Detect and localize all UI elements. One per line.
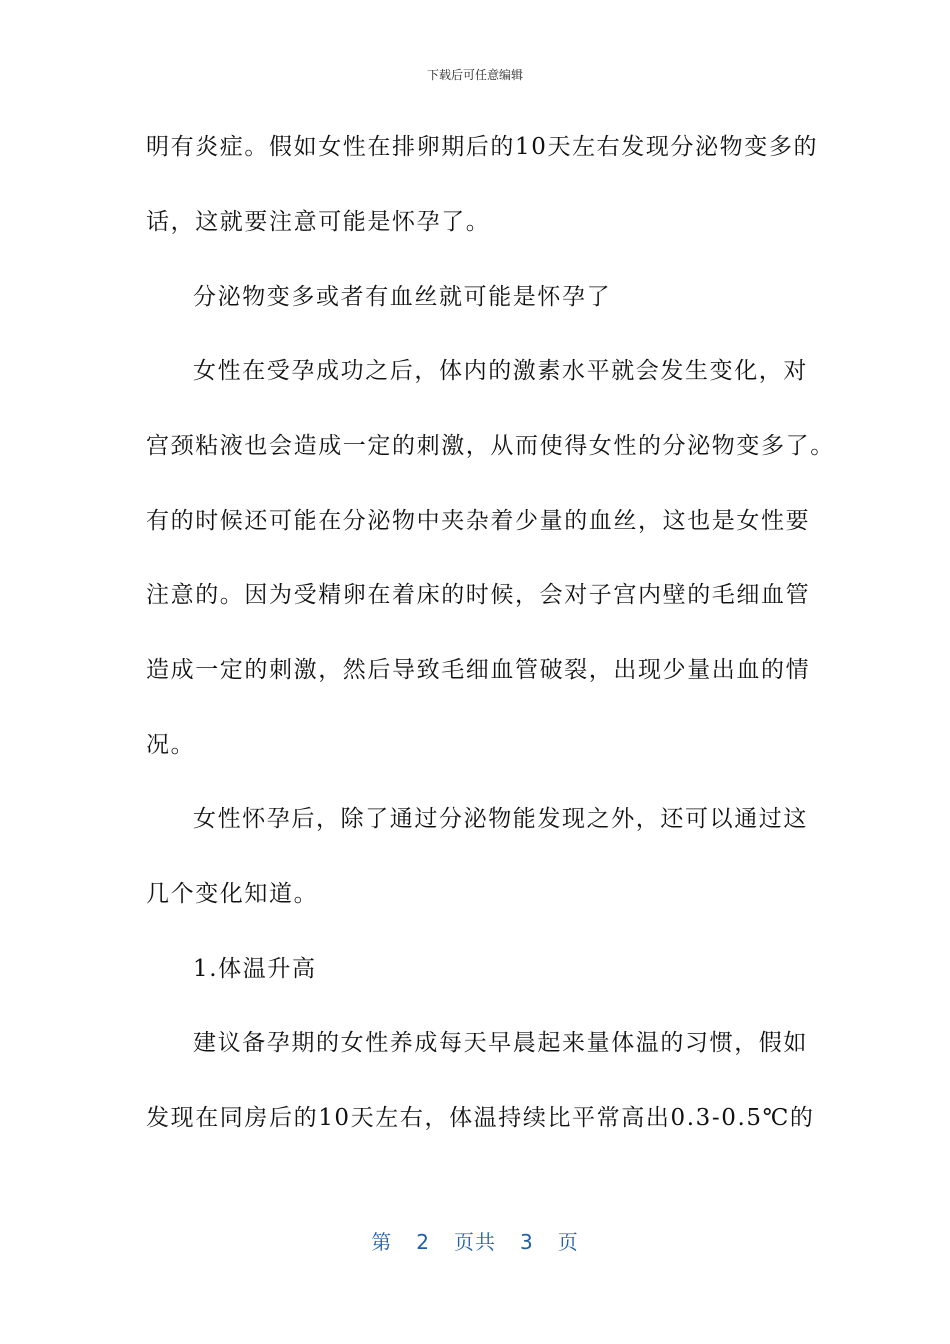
body-line-3: 女性在受孕成功之后，体内的激素水平就会发生变化，对	[193, 358, 808, 384]
body-line-10: 几个变化知道。	[146, 881, 319, 907]
section-heading: 分泌物变多或者有血丝就可能是怀孕了	[193, 284, 612, 310]
body-line-11: 建议备孕期的女性养成每天早晨起来量体温的习惯，假如	[193, 1030, 808, 1056]
footer-suffix: 页	[557, 1230, 579, 1254]
body-line-9: 女性怀孕后，除了通过分泌物能发现之外，还可以通过这	[193, 806, 808, 832]
body-line-8: 况。	[146, 732, 196, 758]
body-line-7: 造成一定的刺激，然后导致毛细血管破裂，出现少量出血的情	[146, 657, 811, 683]
body-line-2: 话，这就要注意可能是怀孕了。	[146, 209, 491, 235]
list-item-heading: 1.体温升高	[193, 956, 317, 982]
body-line-5: 有的时候还可能在分泌物中夹杂着少量的血丝，这也是女性要	[146, 508, 811, 534]
body-line-6: 注意的。因为受精卵在着床的时候，会对子宫内壁的毛细血管	[146, 582, 811, 608]
header-note: 下载后可任意编辑	[426, 68, 523, 82]
body-line-12: 发现在同房后的10天左右，体温持续比平常高出0.3-0.5℃的	[146, 1105, 815, 1131]
body-line-4: 宫颈粘液也会造成一定的刺激，从而使得女性的分泌物变多了。	[146, 433, 835, 459]
footer-current-page: 2	[416, 1230, 430, 1254]
page-footer	[0, 1226, 950, 1255]
body-line-1: 明有炎症。假如女性在排卵期后的10天左右发现分泌物变多的	[146, 134, 819, 160]
footer-prefix: 第	[371, 1230, 393, 1254]
footer-total-pages: 3	[520, 1230, 534, 1254]
footer-mid: 页共	[454, 1230, 496, 1254]
